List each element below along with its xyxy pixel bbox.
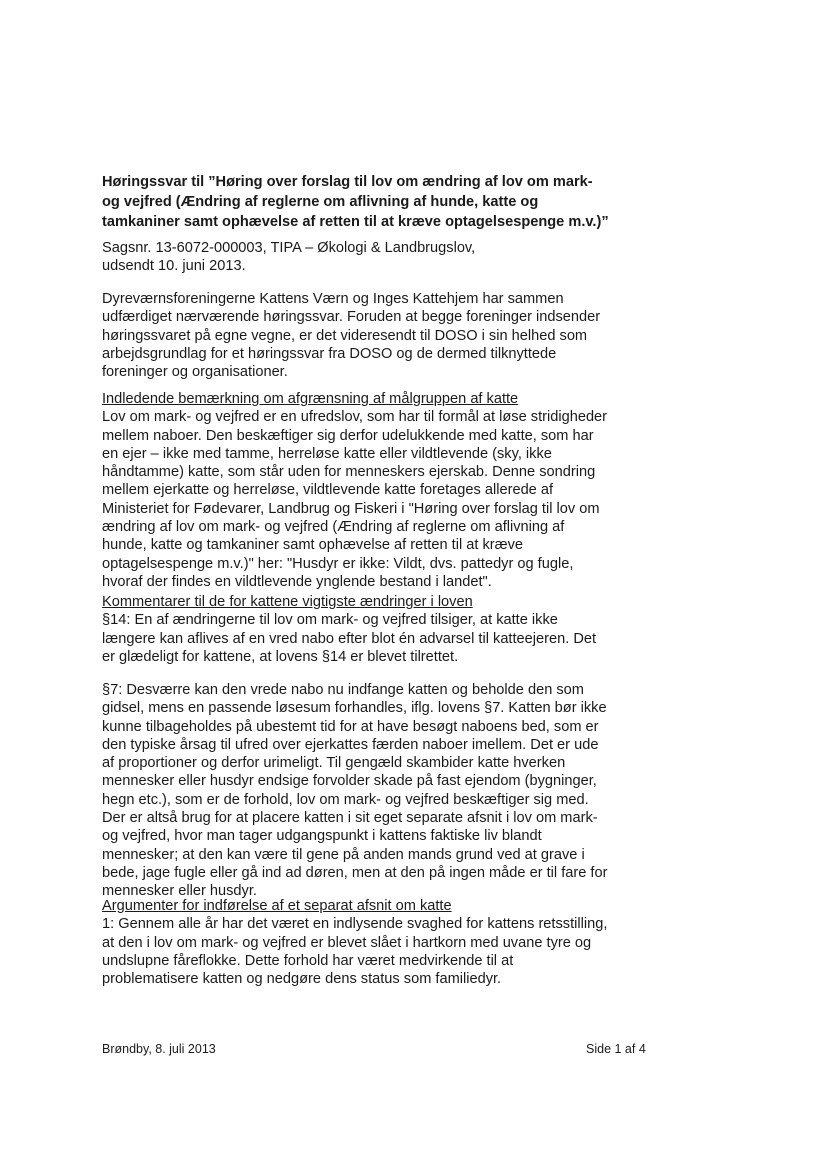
section-line: bede, jage fugle eller gå ind ad døren, men at den på ingen måde er til fare for [102,864,608,881]
section-target-group [102,390,662,591]
section-line: og vejfred, hvor man tager udgangspunkt i kattens faktiske liv blandt [102,828,542,845]
intro-line: arbejdsgrundlag for et høringssvar fra DOSO og de dermed tilknyttede [102,345,557,362]
section-line: 1: Gennem alle år har det været en indlysende svaghed for kattens retsstilling, [102,916,608,933]
section-line: håndtamme) katte, som står uden for menneskers ejerskab. Denne sondring [102,464,596,481]
section-line: hunde, katte og tamkaniner samt ophævelse af retten til at kræve [102,537,524,554]
section-line: Der er altså brug for at placere katten i sit eget separate afsnit i lov om mark- [102,810,598,827]
intro-paragraph [102,290,662,381]
section-line: en ejer – ikke med tamme, herreløse katte eller vildtlevende (sky, ikke [102,445,552,462]
section-heading: Kommentarer til de for kattene vigtigste ændringer i loven [102,594,473,610]
section-line: hegn etc.), som er de forhold, lov om mark- og vejfred beskæftiger sig med. [102,791,589,808]
title-line: tamkaniner samt ophævelse af retten til at kræve optagelsespenge m.v.)” [102,214,609,230]
footer-location-date: Brøndby, 8. juli 2013 [102,1042,216,1056]
section-line: hvoraf der findes en vildtlevende ynglende bestand i landet". [102,573,492,590]
section-line: Lov om mark- og vejfred er en ufredslov, som har til formål at løse stridigheder [102,409,608,426]
section-line: ændring af lov om mark- og vejfred (Ændring af reglerne om aflivning af [102,519,565,536]
title-line: Høringssvar til ”Høring over forslag til lov om ændring af lov om mark- [102,174,593,190]
section-line: kunne tilbageholdes på ubestemt tid for at have besøgt naboens bed, som er [102,718,599,735]
section-line: at den i lov om mark- og vejfred er blevet slået i hartkorn med uvane tyre og [102,934,592,951]
section-line: mennesker eller husdyr. [102,883,257,900]
case-reference [102,239,662,276]
section-line: Ministeriet for Fødevarer, Landbrug og Fiskeri i "Høring over forslag til lov om [102,500,600,517]
document-title [102,172,662,232]
intro-line: høringssvaret på egne vegne, er det videresendt til DOSO i sin helhed som [102,327,588,344]
section-heading: Argumenter for indførelse af et separat afsnit om katte [102,898,452,914]
section-line: undslupne fåreflokke. Dette forhold har været medvirkende til at [102,952,514,969]
section-line: optagelsespenge m.v.)" her: "Husdyr er ikke: Vildt, dvs. pattedyr og fugle, [102,555,574,572]
section-heading: Indledende bemærkning om afgrænsning af målgruppen af katte [102,391,519,407]
reference-line: udsendt 10. juni 2013. [102,258,246,275]
section-line: den typiske årsag til ufred over ejerkattes færden naboer imellem. Det er ude [102,736,599,753]
section-line: gidsel, mens en passende løsesum forhandles, iflg. lovens §7. Katten bør ikke [102,700,607,717]
footer-page-number: Side 1 af 4 [586,1042,646,1056]
section-line: §7: Desværre kan den vrede nabo nu indfange katten og beholde den som [102,682,584,698]
section-line: problematisere katten og nedgøre dens status som familiedyr. [102,971,502,988]
section-line: §14: En af ændringerne til lov om mark- og vejfred tilsiger, at katte ikke [102,612,558,629]
section-comments [102,593,662,666]
section-line: længere kan aflives af en vred nabo efter blot én advarsel til katteejeren. Det [102,630,597,647]
section-line: mellem ejerkatte og herreløse, vildtlevende katte foretages allerede af [102,482,554,499]
section-line: mennesker eller husdyr endsige forvolder skade på fast ejendom (bygninger, [102,773,597,790]
title-line: og vejfred (Ændring af reglerne om aflivning af hunde, katte og [102,194,539,210]
section-line: mellem naboer. Den beskæftiger sig derfor udelukkende med katte, som har [102,427,594,444]
intro-line: Dyreværnsforeningerne Kattens Værn og Inges Kattehjem har sammen [102,291,564,307]
intro-line: foreninger og organisationer. [102,364,288,381]
reference-line: Sagsnr. 13-6072-000003, TIPA – Økologi & Landbrugslov, [102,240,476,256]
section-line: mennesker; at den kan være til gene på anden mands grund ved at grave i [102,846,585,863]
section-line: er glædeligt for kattene, at lovens §14 er blevet tilrettet. [102,648,459,665]
section-separate-chapter [102,897,662,988]
section-line: af proportioner og derfor urimeligt. Til gengæld skambider katte hverken [102,755,566,772]
paragraph-section-7 [102,681,662,901]
intro-line: udfærdiget nærværende høringssvar. Foruden at begge foreninger indsender [102,309,601,326]
